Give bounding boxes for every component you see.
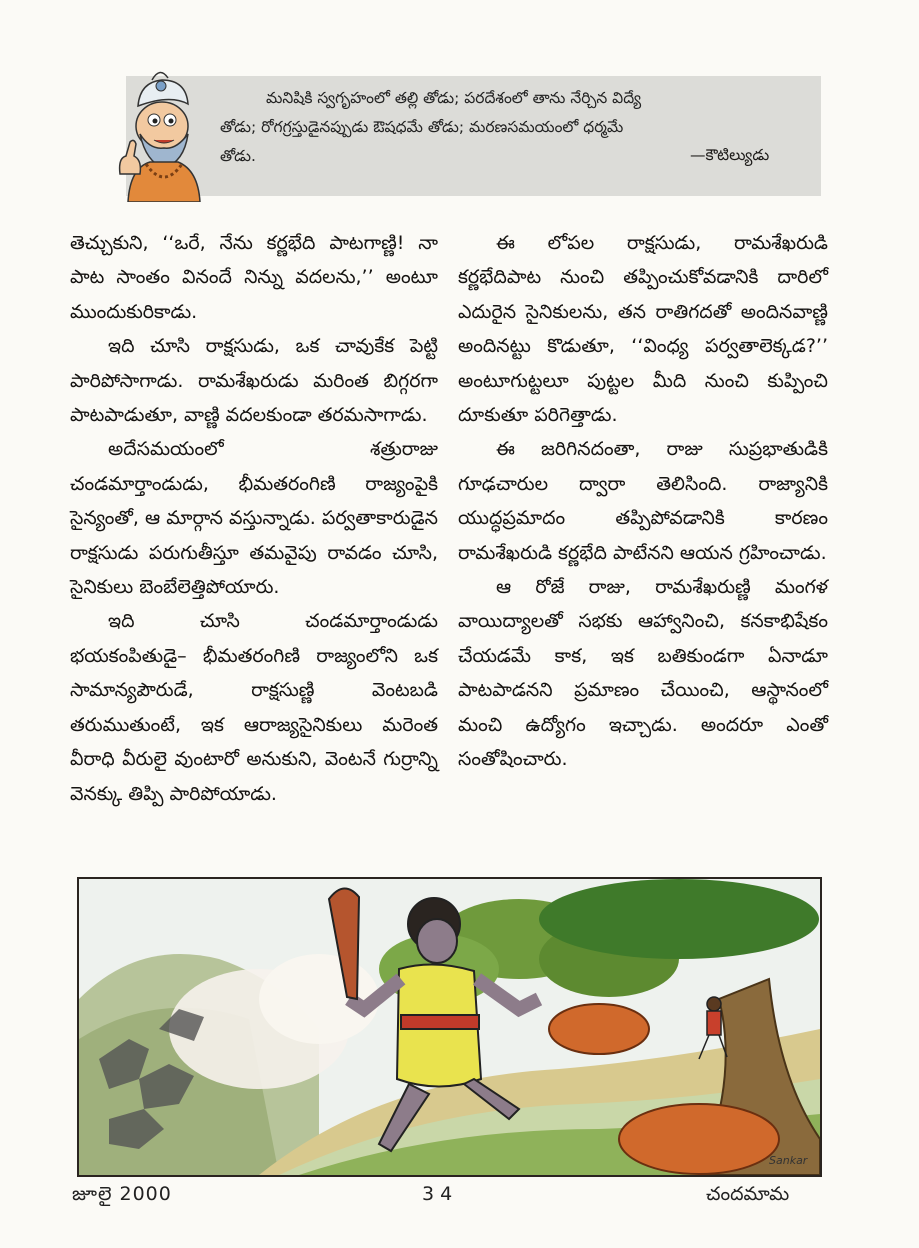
sage-cartoon-icon	[100, 64, 218, 202]
illustration-signature: Sankar	[769, 1154, 808, 1167]
left-column	[70, 226, 438, 811]
quote-author: —కౌటిల్యుడు	[690, 146, 770, 164]
quote-line: తోడు.	[220, 147, 256, 165]
page-number: 34	[422, 1183, 459, 1205]
paragraph: ఆ రోజే రాజు, రామశేఖరుణ్ణి మంగళ వాయిద్యాలతో సభకు ఆహ్వానించి, కనకాభిషేకం చేయడమే కాక, ఇక బతికుండగా ఏనాడూ పాటపాడనని ప్రమాణం చేయించి, ఆస్థానంలో మంచి ఉద్యోగం ఇచ్చాడు. అందరూ ఎంతో సంతోషించారు.	[458, 576, 828, 771]
paragraph: అదేసమయంలో శత్రురాజు చండమార్తాండుడు, భీమతరంగిణి రాజ్యంపైకి సైన్యంతో, ఆ మార్గాన వస్తున్నాడు. పర్వతాకారుడైన రాక్షసుడు పరుగుతీస్తూ తమవైపు రావడం చూసి, సైనికులు బెంబేలెత్తిపోయారు.	[70, 438, 438, 599]
paragraph: ఈ జరిగినదంతా, రాజు సుప్రభాతుడికి గూఢచారుల ద్వారా తెలిసింది. రాజ్యానికి యుద్ధప్రమాదం తప్పిపోవడానికి కారణం రామశేఖరుడి కర్ణభేది పాటేనని ఆయన గ్రహించాడు.	[458, 438, 828, 564]
paragraph: ఇది చూసి చండమార్తాండుడు భయకంపితుడై– భీమతరంగిణి రాజ్యంలోని ఒక సామాన్యపౌరుడే, రాక్షసుణ్ణి వెంటబడి తరుముతుంటే, ఇక ఆరాజ్యసైనికులు మరెంత వీరాధి వీరులై వుంటారో అనుకుని, వెంటనే గుర్రాన్ని వెనక్కు తిప్పి పారిపోయాడు.	[70, 610, 438, 805]
magazine-name: చందమామ	[706, 1183, 790, 1205]
story-illustration-image	[79, 879, 820, 1175]
paragraph: ఇది చూసి రాక్షసుడు, ఒక చావుకేక పెట్టి పారిపోసాగాడు. రామశేఖరుడు మరింత బిగ్గరగా పాటపాడుతూ, వాణ్ణి వదలకుండా తరమసాగాడు.	[70, 335, 438, 427]
footer-date: జూలై 2000	[72, 1183, 172, 1205]
quote-line: తోడు; రోగగ్రస్తుడైనప్పుడు ఔషధమే తోడు; మరణసమయంలో ధర్మమే	[220, 118, 624, 136]
quote-line: మనిషికి స్వగృహంలో తల్లి తోడు; పరదేశంలో తాను నేర్చిన విద్యే	[266, 89, 642, 107]
paragraph: ఈ లోపల రాక్షసుడు, రామశేఖరుడి కర్ణభేదిపాట నుంచి తప్పించుకోవడానికి దారిలో ఎదురైన సైనికులను, తన రాతిగదతో అందినవాణ్ణి అందినట్టు కొడుతూ, ‘‘వింధ్య పర్వతాలెక్కడ?’’ అంటూగుట్టలూ పుట్టల మీది నుంచి కుప్పించి దూకుతూ పరిగెత్తాడు.	[458, 232, 828, 427]
story-illustration	[77, 877, 822, 1177]
right-column	[458, 226, 828, 777]
paragraph: తెచ్చుకుని, ‘‘ఒరే, నేను కర్ణభేది పాటగాణ్ణి! నా పాట సాంతం వినందే నిన్ను వదలను,’’ అంటూ ముందుకురికాడు.	[70, 232, 438, 323]
